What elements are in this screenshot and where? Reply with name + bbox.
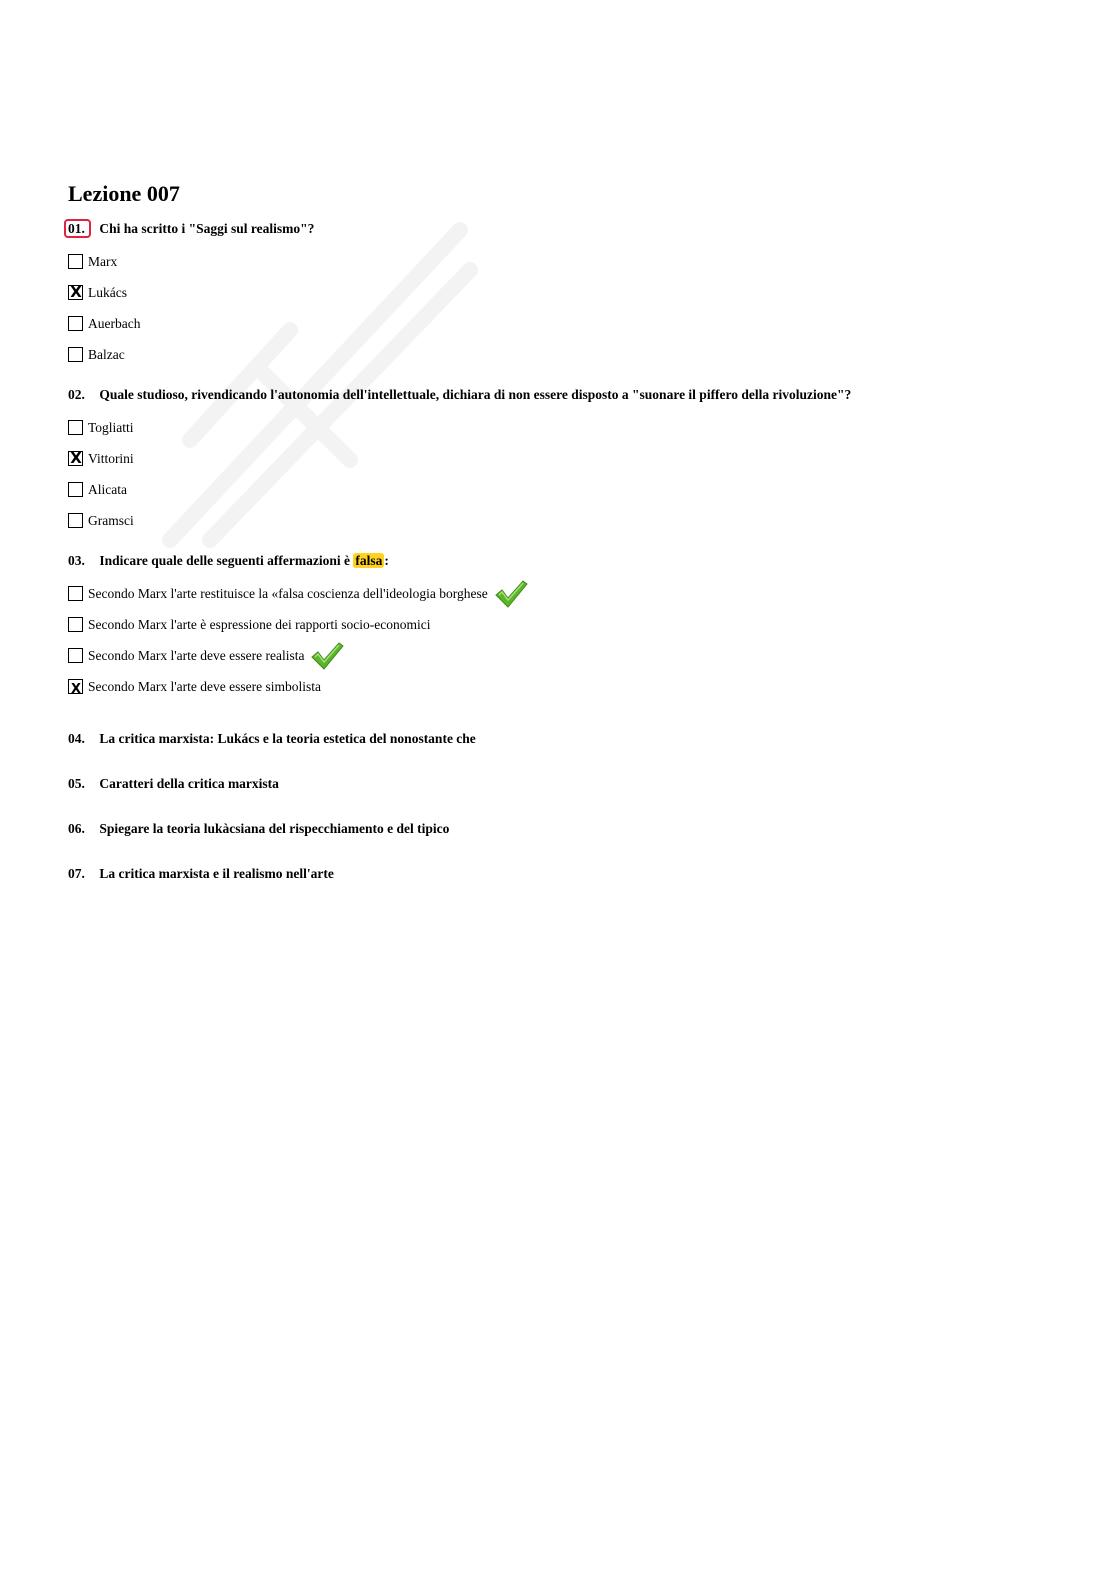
question-number: 06. (68, 821, 85, 836)
option-label: Marx (88, 253, 118, 269)
question-number-circled: 01. (68, 218, 96, 240)
question-text-end: : (384, 553, 389, 568)
green-check-icon (494, 579, 528, 609)
question-text: Spiegare la teoria lukàcsiana del rispecchiamento e del tipico (99, 821, 450, 836)
option-label: Alicata (88, 481, 127, 497)
option-label: Balzac (88, 346, 125, 362)
question-header (68, 218, 1068, 240)
checkbox-icon[interactable] (68, 513, 83, 528)
checkbox-icon[interactable] (68, 648, 83, 663)
option-label: Secondo Marx l'arte deve essere realista (88, 647, 305, 663)
question-text: Indicare quale delle seguenti affermazioni è (99, 553, 354, 568)
checkbox-icon[interactable] (68, 586, 83, 601)
question-text: Quale studioso, rivendicando l'autonomia dell'intellettuale, dichiara di non essere disposto a "suonare il piffero della rivoluzione"? (99, 387, 852, 402)
green-check-icon (310, 641, 344, 671)
option-list (68, 246, 1068, 370)
check-mark: X (70, 449, 82, 467)
checkbox-icon[interactable] (68, 451, 83, 466)
option-item[interactable] (68, 578, 1068, 609)
option-item[interactable] (68, 412, 1068, 443)
option-item[interactable] (68, 474, 1068, 505)
option-list (68, 578, 1068, 702)
checkbox-icon[interactable] (68, 347, 83, 362)
lesson-title: Lezione 007 (68, 181, 180, 206)
option-label: Lukács (88, 284, 127, 300)
option-label: Auerbach (88, 315, 141, 331)
option-item-selected[interactable] (68, 671, 1068, 702)
highlighted-word: falsa (355, 553, 383, 568)
main-content (68, 180, 1068, 908)
question-text: Chi ha scritto i "Saggi sul realismo"? (99, 221, 315, 236)
question-text: La critica marxista e il realismo nell'arte (99, 866, 334, 881)
question-number: 02. (68, 387, 85, 402)
option-item[interactable] (68, 308, 1068, 339)
question-03 (68, 550, 1068, 702)
option-list (68, 412, 1068, 536)
option-label: Secondo Marx l'arte deve essere simbolista (88, 678, 321, 694)
question-text: Caratteri della critica marxista (99, 776, 279, 791)
option-label: Secondo Marx l'arte restituisce la «falsa coscienza dell'ideologia borghese (88, 585, 488, 601)
question-01 (68, 218, 1068, 370)
checkbox-icon[interactable] (68, 254, 83, 269)
checkbox-icon[interactable] (68, 420, 83, 435)
checkbox-icon[interactable] (68, 617, 83, 632)
open-question-list (68, 728, 1068, 908)
question-text: La critica marxista: Lukács e la teoria estetica del nonostante che (99, 731, 476, 746)
option-item-selected[interactable] (68, 277, 1068, 308)
question-header (68, 384, 1068, 406)
open-question-04 (68, 728, 1068, 773)
question-02 (68, 384, 1068, 536)
checkbox-icon[interactable] (68, 679, 83, 697)
question-number: 05. (68, 776, 85, 791)
question-number: 07. (68, 866, 85, 881)
option-item[interactable] (68, 505, 1068, 536)
option-item-selected[interactable] (68, 443, 1068, 474)
checkbox-icon[interactable] (68, 482, 83, 497)
open-question-07 (68, 863, 1068, 908)
option-item[interactable] (68, 339, 1068, 370)
question-number: 03. (68, 553, 85, 568)
option-item[interactable] (68, 246, 1068, 277)
option-label: Togliatti (88, 419, 134, 435)
option-label: Secondo Marx l'arte è espressione dei rapporti socio-economici (88, 616, 431, 632)
check-mark: X (70, 283, 82, 301)
question-number: 04. (68, 731, 85, 746)
checkbox-icon[interactable] (68, 285, 83, 300)
option-label: Gramsci (88, 512, 134, 528)
check-mark: X (70, 682, 82, 697)
checkbox-icon[interactable] (68, 316, 83, 331)
option-item[interactable] (68, 609, 1068, 640)
open-question-05 (68, 773, 1068, 818)
open-question-06 (68, 818, 1068, 863)
option-item[interactable] (68, 640, 1068, 671)
option-label: Vittorini (88, 450, 134, 466)
question-header (68, 550, 1068, 572)
